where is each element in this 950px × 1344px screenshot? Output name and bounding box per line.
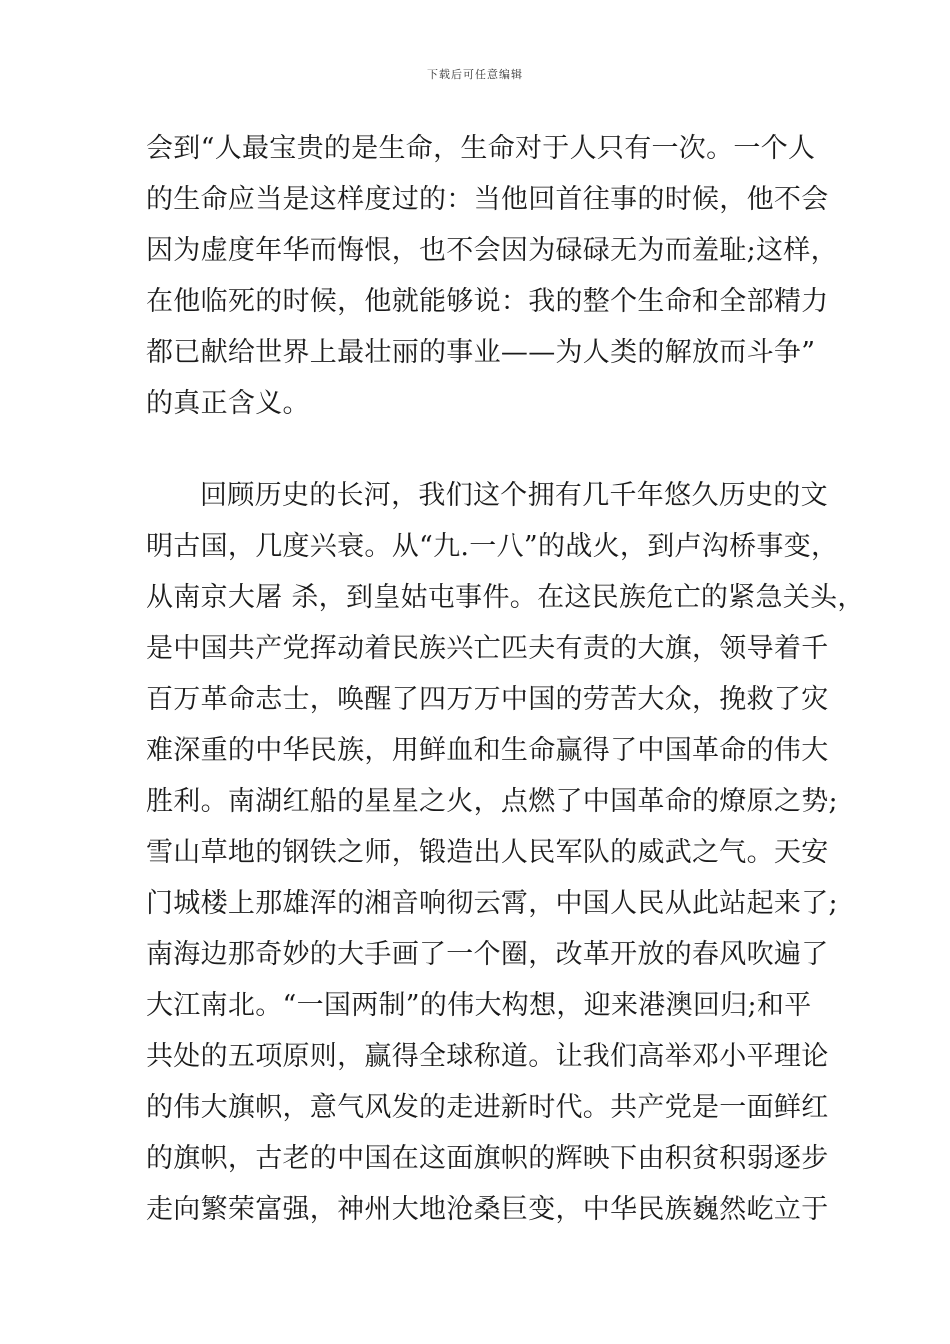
paragraph-2-line-8: 雪山草地的钢铁之师，锻造出人民军队的威武之气。天安 xyxy=(146,837,829,868)
paragraph-1-line-3: 因为虚度年华而悔恨，也不会因为碌碌无为而羞耻;这样， xyxy=(146,235,838,266)
paragraph-2-line-13: 的伟大旗帜，意气风发的走进新时代。共产党是一面鲜红 xyxy=(146,1092,829,1123)
paragraph-2-line-6: 难深重的中华民族，用鲜血和生命赢得了中国革命的伟大 xyxy=(146,735,829,766)
paragraph-2-line-4: 是中国共产党挥动着民族兴亡匹夫有责的大旗，领导着千 xyxy=(146,633,829,664)
paragraph-1-line-4: 在他临死的时候，他就能够说：我的整个生命和全部精力 xyxy=(146,286,829,317)
paragraph-2-line-10: 南海边那奇妙的大手画了一个圈，改革开放的春风吹遍了 xyxy=(146,939,829,970)
page-header: 下载后可任意编辑 xyxy=(427,68,523,81)
paragraph-2-line-9: 门城楼上那雄浑的湘音响彻云霄，中国人民从此站起来了; xyxy=(146,888,838,919)
paragraph-2-line-5: 百万革命志士，唤醒了四万万中国的劳苦大众，挽救了灾 xyxy=(146,684,829,715)
paragraph-2-line-1: 回顾历史的长河，我们这个拥有几千年悠久历史的文 xyxy=(200,480,828,511)
paragraph-2-line-12: 共处的五项原则，赢得全球称道。让我们高举邓小平理论 xyxy=(146,1041,829,1072)
paragraph-2-line-3: 从南京大屠 杀，到皇姑屯事件。在这民族危亡的紧急关头， xyxy=(146,582,865,613)
paragraph-1-line-6: 的真正含义。 xyxy=(146,388,310,419)
paragraph-2-line-7: 胜利。南湖红船的星星之火，点燃了中国革命的燎原之势; xyxy=(146,786,838,817)
paragraph-2-line-14: 的旗帜，古老的中国在这面旗帜的辉映下由积贫积弱逐步 xyxy=(146,1143,829,1174)
paragraph-2-line-2: 明古国，几度兴衰。从“九.一八”的战火，到卢沟桥事变， xyxy=(146,531,839,562)
paragraph-1-line-2: 的生命应当是这样度过的：当他回首往事的时候，他不会 xyxy=(146,184,829,215)
paragraph-2-line-11: 大江南北。“一国两制”的伟大构想，迎来港澳回归;和平 xyxy=(146,990,812,1021)
paragraph-1-line-1: 会到“人最宝贵的是生命，生命对于人只有一次。一个人 xyxy=(146,133,816,164)
paragraph-1-line-5: 都已献给世界上最壮丽的事业——为人类的解放而斗争” xyxy=(146,337,816,368)
paragraph-2-line-15: 走向繁荣富强，神州大地沧桑巨变，中华民族巍然屹立于 xyxy=(146,1194,829,1225)
